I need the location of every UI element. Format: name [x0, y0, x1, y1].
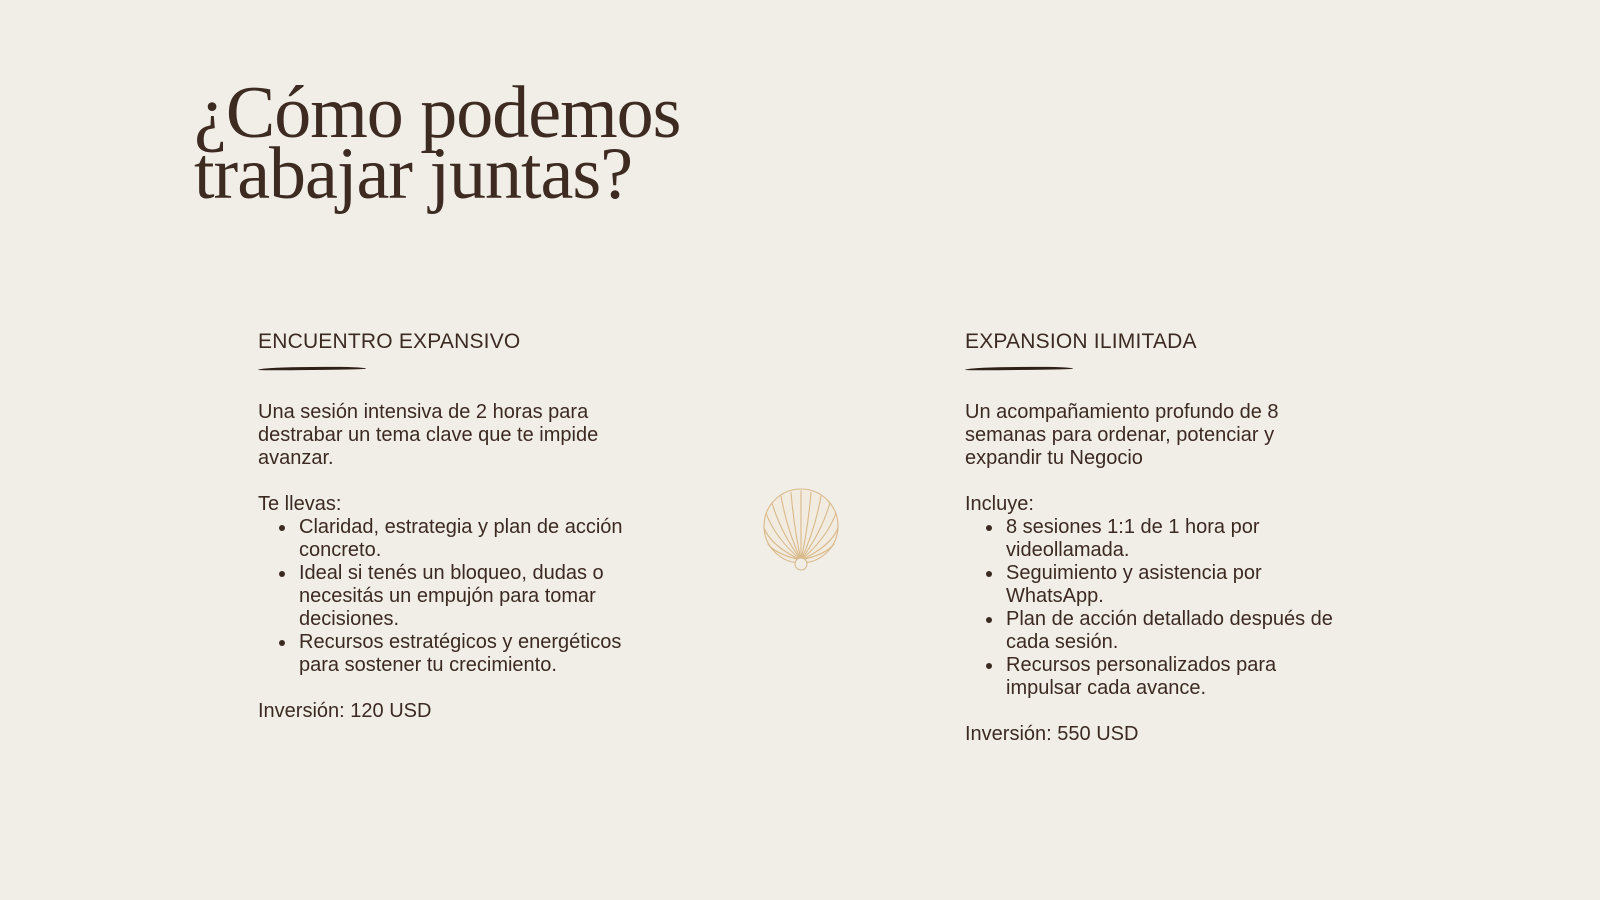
list-item — [965, 516, 1355, 562]
list-item — [965, 562, 1355, 608]
title-underline — [258, 366, 366, 370]
offer-items-list — [258, 516, 648, 677]
offer-price: Inversión: 550 USD — [965, 723, 1139, 745]
offer-price: Inversión: 120 USD — [258, 700, 432, 722]
list-item-text: 8 sesiones 1:1 de 1 hora por videollamada. — [1006, 516, 1260, 561]
list-item-text: Plan de acción detallado después de cada sesión. — [1006, 608, 1333, 653]
bullet-icon — [986, 571, 992, 577]
page-title-line-2: trabajar juntas? — [194, 133, 633, 215]
offer-title: EXPANSION ILIMITADA — [965, 330, 1197, 353]
list-item — [258, 516, 648, 562]
list-item — [965, 608, 1355, 654]
bullet-icon — [279, 525, 285, 531]
list-item-text: Ideal si tenés un bloqueo, dudas o necesitás un empujón para tomar decisiones. — [299, 562, 604, 630]
offer-expansion-ilimitada — [965, 327, 1355, 746]
bullet-icon — [279, 571, 285, 577]
shell-icon — [761, 488, 841, 572]
list-item-text: Recursos estratégicos y energéticos para sostener tu crecimiento. — [299, 631, 622, 676]
list-item-text: Seguimiento y asistencia por WhatsApp. — [1006, 562, 1262, 607]
page-title-line-1: ¿Cómo podemos — [194, 72, 681, 154]
bullet-icon — [279, 640, 285, 646]
bullet-icon — [986, 525, 992, 531]
list-item-text: Claridad, estrategia y plan de acción concreto. — [299, 516, 623, 561]
list-item — [965, 654, 1355, 700]
list-item — [258, 631, 648, 677]
bullet-icon — [986, 663, 992, 669]
title-underline — [965, 366, 1073, 370]
offer-title: ENCUENTRO EXPANSIVO — [258, 330, 521, 353]
offer-list-label: Te llevas: — [258, 493, 342, 515]
offer-description: Una sesión intensiva de 2 horas para destrabar un tema clave que te impide avanzar. — [258, 401, 599, 469]
offer-list-label: Incluye: — [965, 493, 1034, 515]
offer-items-list — [965, 516, 1355, 700]
list-item — [258, 562, 648, 631]
offer-encuentro-expansivo — [258, 327, 648, 723]
list-item-text: Recursos personalizados para impulsar cada avance. — [1006, 654, 1277, 699]
bullet-icon — [986, 617, 992, 623]
page-title — [194, 72, 834, 215]
offer-description: Un acompañamiento profundo de 8 semanas para ordenar, potenciar y expandir tu Negocio — [965, 401, 1279, 469]
